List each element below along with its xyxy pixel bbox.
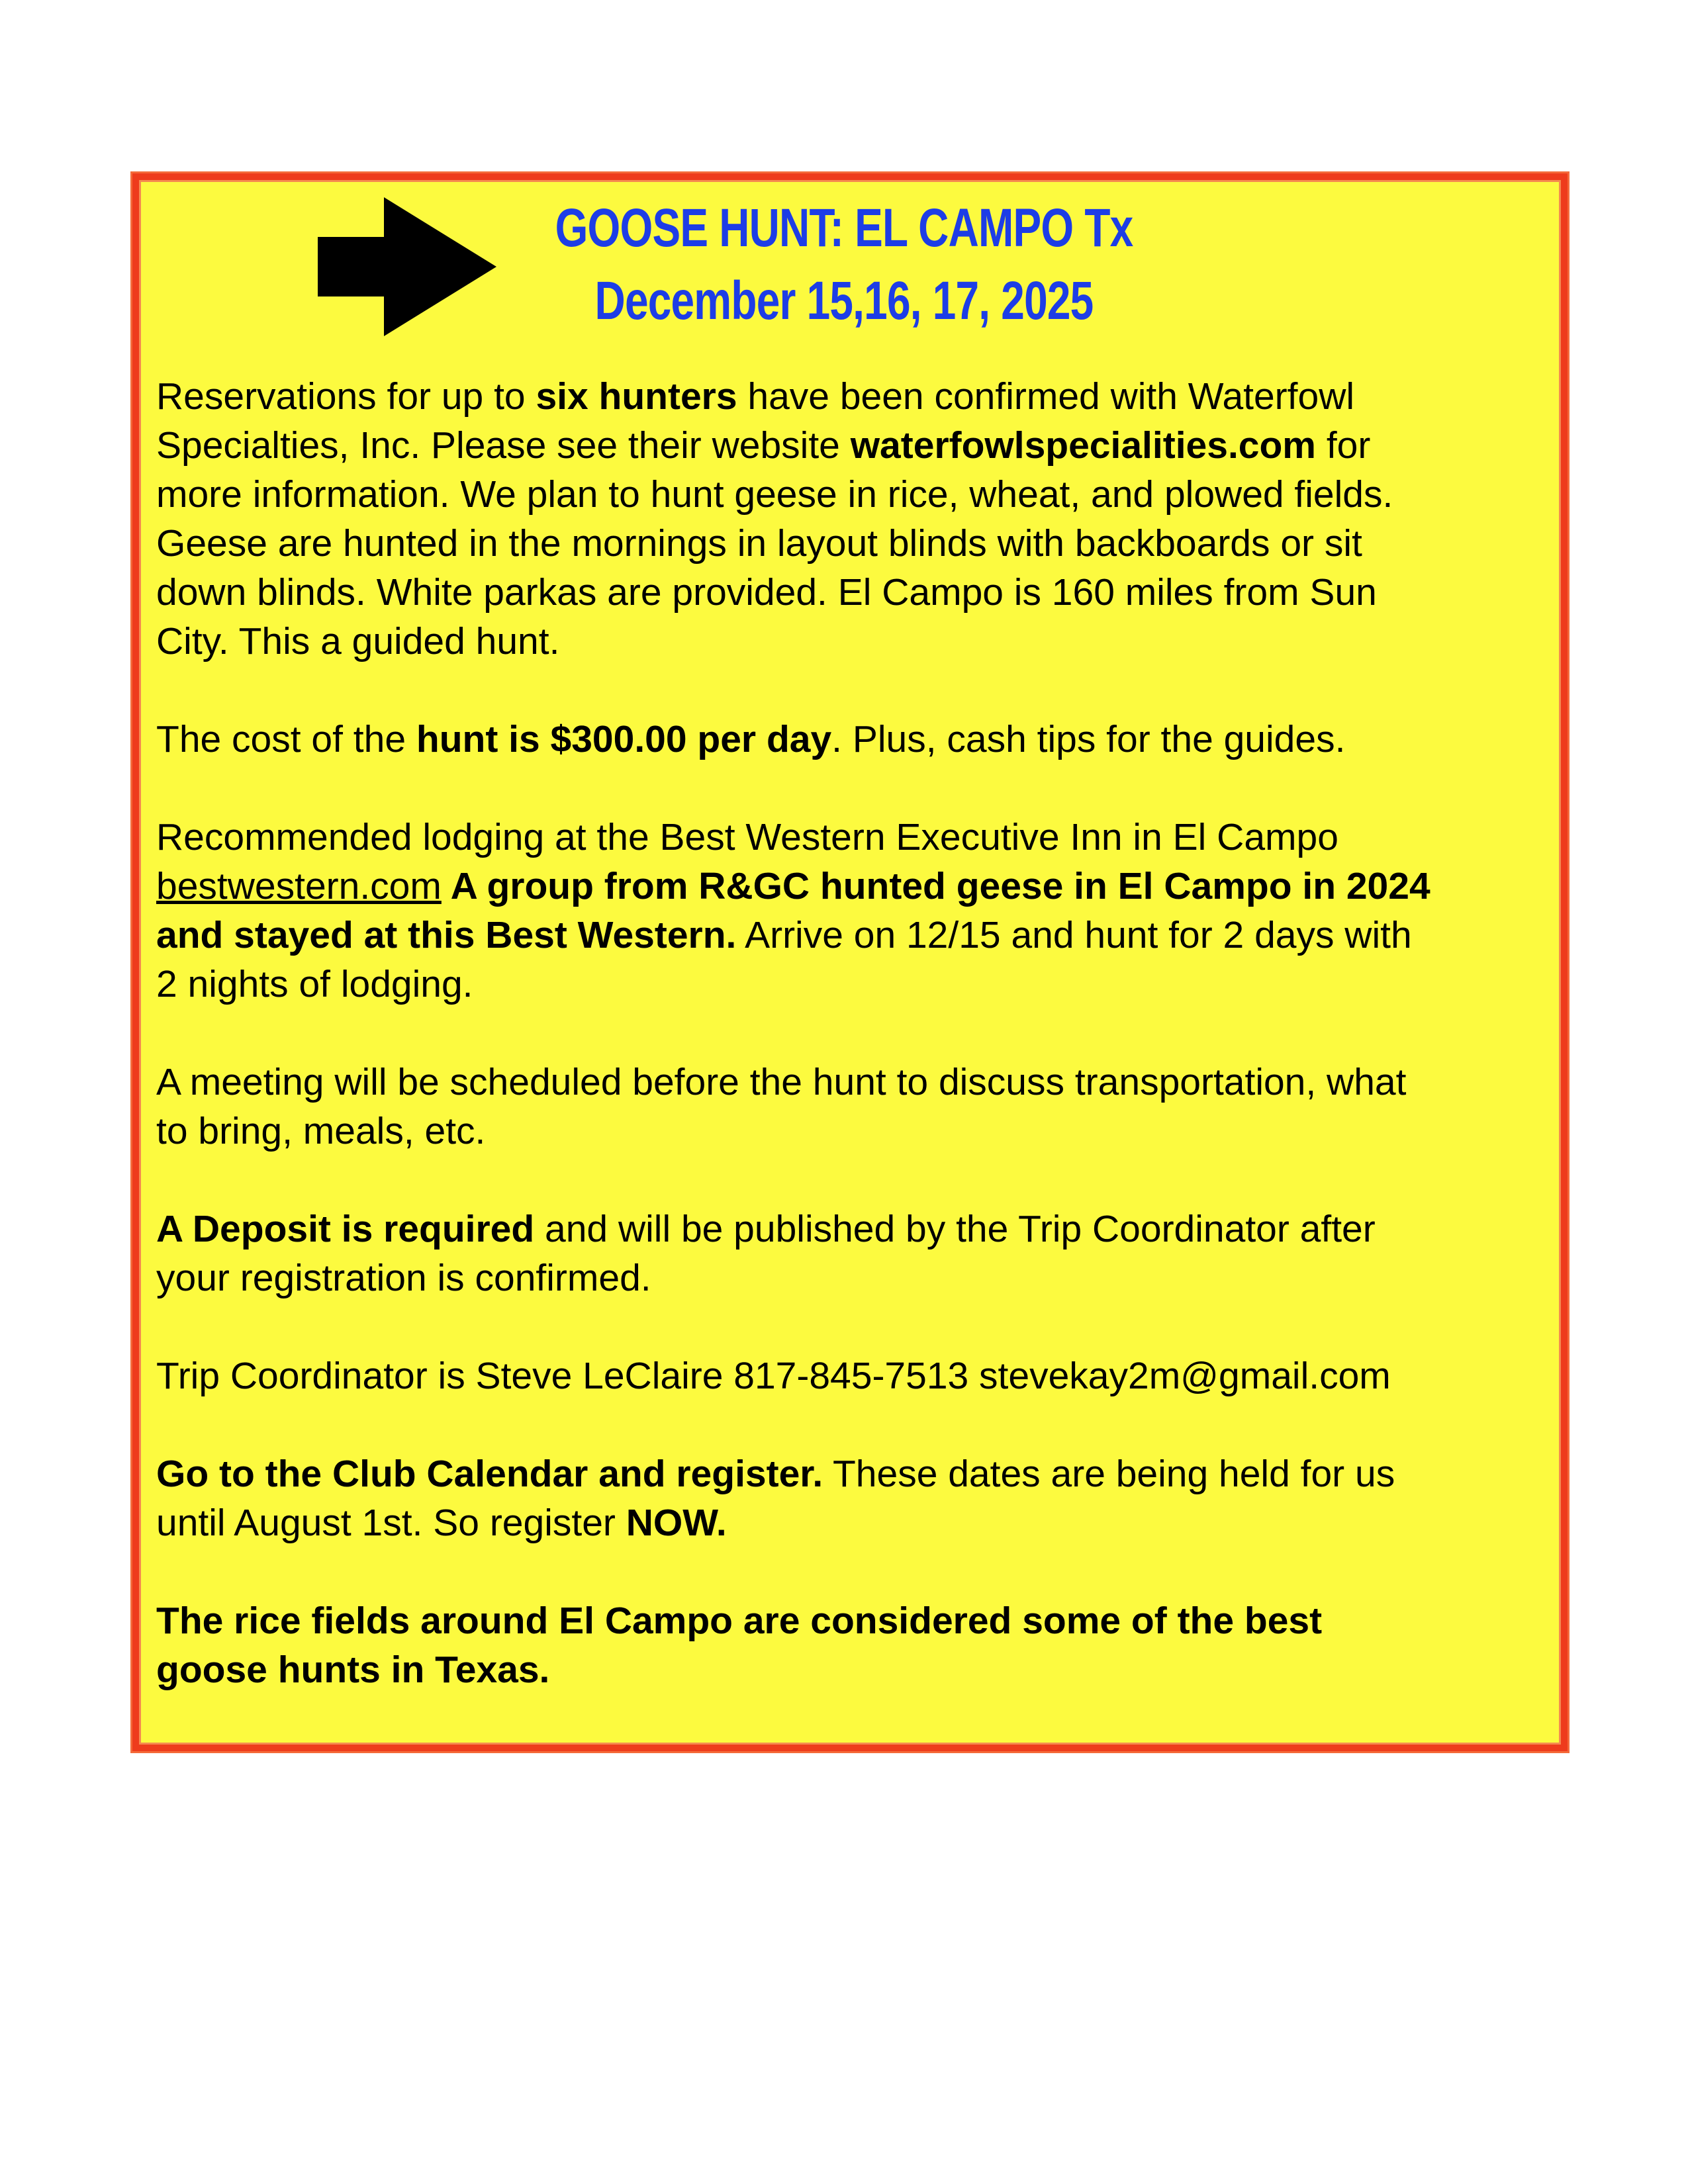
bold-segment: hunt is $300.00 per day (416, 718, 832, 760)
text-segment: The cost of the (156, 718, 416, 760)
flyer-title (547, 192, 1141, 338)
paragraph-lodging (156, 813, 1566, 1009)
title-line-2: December 15,16, 17, 2025 (594, 271, 1094, 331)
paragraph-coordinator (156, 1351, 1566, 1400)
paragraph-cost (156, 715, 1566, 764)
text-segment: Trip Coordinator is Steve LeClaire 817-845-7513 stevekay2m@gmail.com (156, 1355, 1391, 1397)
paragraph-deposit (156, 1205, 1566, 1302)
bold-segment: Go to the Club Calendar and register. (156, 1453, 823, 1495)
text-segment: A meeting will be scheduled before the hunt to discuss transportation, what to bring, meals, etc. (156, 1061, 1407, 1152)
bold-segment: six hunters (536, 375, 737, 418)
website-name: waterfowlspecialities.com (850, 424, 1316, 467)
text-segment: have been confirmed with Waterfowl Specialties, Inc. Please see their website (156, 375, 1355, 467)
text-segment: Reservations for up to (156, 375, 536, 418)
text-segment: Recommended lodging at the Best Western Executive Inn in El Campo (156, 816, 1338, 858)
text-segment: Arrive on 12/15 and hunt for 2 days with 2 nights of lodging. (156, 914, 1412, 1005)
bold-segment: A Deposit is required (156, 1208, 535, 1250)
paragraph-meeting (156, 1058, 1566, 1156)
right-arrow-icon (318, 197, 496, 336)
bold-segment: NOW. (626, 1502, 727, 1544)
paragraph-reservations (156, 372, 1566, 666)
text-segment: for more information. We plan to hunt geese in rice, wheat, and plowed fields. Geese are hunted in the mornings in layout blinds with backboards or sit down blinds. White parkas are provided. El Campo is 160 miles from Sun City. This a guided hunt. (156, 424, 1393, 662)
text-segment: and will be published by the Trip Coordinator after your registration is confirmed. (156, 1208, 1376, 1299)
bold-segment: A group from R&GC hunted geese in El Campo in 2024 and stayed at this Best Western. (156, 865, 1430, 956)
bestwestern-link[interactable]: bestwestern.com (156, 865, 442, 907)
paragraph-register (156, 1449, 1566, 1547)
bold-segment: The rice fields around El Campo are considered some of the best goose hunts in Texas. (156, 1600, 1323, 1691)
text-segment: . Plus, cash tips for the guides. (831, 718, 1346, 760)
paragraph-closing (156, 1596, 1566, 1694)
flyer-body (156, 372, 1566, 1694)
text-segment: These dates are being held for us until August 1st. So register (156, 1453, 1395, 1544)
title-line-1: GOOSE HUNT: EL CAMPO Tx (555, 198, 1133, 258)
